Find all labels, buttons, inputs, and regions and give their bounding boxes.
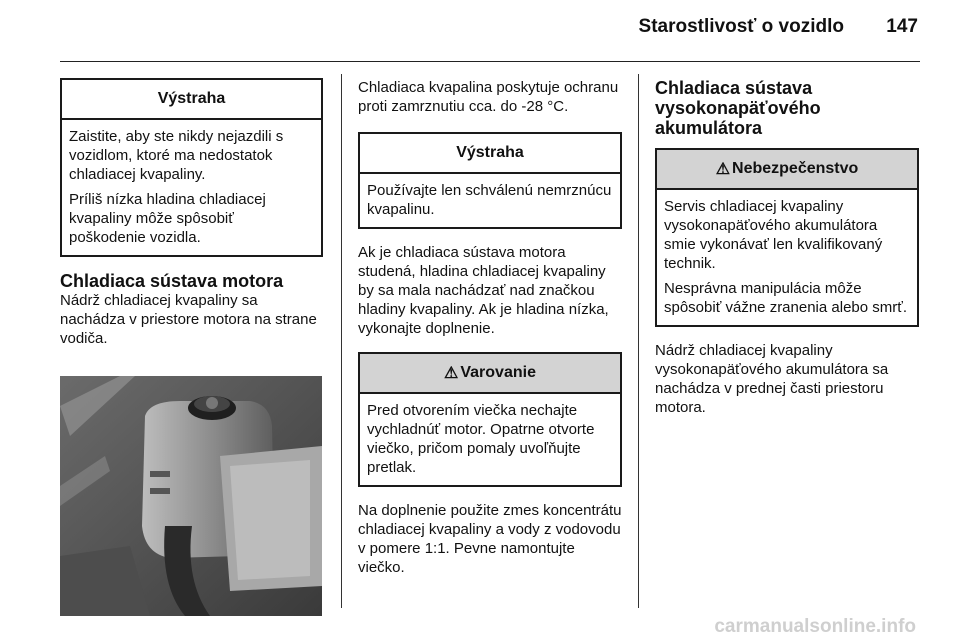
- intro-paragraph: Chladiaca kvapalina poskytuje ochranu proti zamrznutiu cca. do -28 °C.: [358, 79, 619, 115]
- column-divider: [638, 74, 639, 608]
- box-body: [360, 394, 620, 485]
- section-title: Chladiaca sústava vysokonapäťového akumulátora: [655, 78, 821, 138]
- box-heading: Výstraha: [360, 134, 620, 174]
- box-heading: [657, 150, 917, 190]
- warning-triangle-icon: ⚠: [444, 365, 459, 382]
- box-paragraph: Zaistite, aby ste nikdy nejazdili s vozidlom, ktoré ma nedostatok chladiacej kvapaliny.: [69, 128, 284, 183]
- column-divider: [341, 74, 342, 608]
- box-body: [657, 190, 917, 325]
- watermark: carmanualsonline.info: [714, 616, 916, 637]
- column-3: [655, 78, 919, 429]
- column-1: [60, 78, 323, 621]
- box-paragraph: Príliš nízka hladina chladiacej kvapaliny môže spôsobiť poškodenie vozidla.: [69, 191, 266, 246]
- danger-box: [655, 148, 919, 327]
- box-body: [360, 174, 620, 227]
- column-2: [358, 78, 622, 589]
- page-number: 147: [886, 16, 918, 37]
- section-paragraph: Na doplnenie použite zmes koncentrátu chladiacej kvapaliny a vody z vodovodu v pomere 1:1. Pevne namontujte viečko.: [358, 502, 622, 576]
- header-rule: [60, 61, 920, 62]
- box-paragraph: Nesprávna manipulácia môže spôsobiť vážne zranenia alebo smrť.: [664, 280, 908, 316]
- box-heading: [360, 354, 620, 394]
- box-paragraph: Používajte len schválenú nemrznúcu kvapalinu.: [367, 182, 612, 218]
- box-paragraph: Pred otvorením viečka nechajte vychladnúť motor. Opatrne otvorte viečko, pričom pomaly uvoľňujte pretlak.: [367, 402, 595, 476]
- warning-box: [60, 78, 323, 257]
- coolant-tank-photo: [60, 376, 322, 616]
- caution-box: [358, 352, 622, 487]
- section-paragraph: Nádrž chladiacej kvapaliny sa nachádza v priestore motora na strane vodiča.: [60, 292, 317, 347]
- warning-box: [358, 132, 622, 229]
- header-title: Starostlivosť o vozidlo: [638, 16, 844, 37]
- box-paragraph: Servis chladiacej kvapaliny vysokonapäťového akumulátora smie vykonávať len kvalifikovaný technik.: [664, 198, 883, 272]
- box-body: [62, 120, 321, 255]
- section-paragraph: Ak je chladiaca sústava motora studená, hladina chladiacej kvapaliny by sa mala nachádzať nad značkou hladiny kvapaliny. Ak je hladina nízka, vykonajte doplnenie.: [358, 244, 609, 337]
- section-title: Chladiaca sústava motora: [60, 271, 284, 291]
- box-heading: Výstraha: [62, 80, 321, 120]
- box-heading-label: Varovanie: [460, 364, 536, 381]
- section-paragraph: Nádrž chladiacej kvapaliny vysokonapäťového akumulátora sa nachádza v prednej časti priestoru motora.: [655, 342, 889, 416]
- warning-triangle-icon: ⚠: [715, 161, 731, 178]
- box-heading-label: Nebezpečenstvo: [732, 160, 859, 177]
